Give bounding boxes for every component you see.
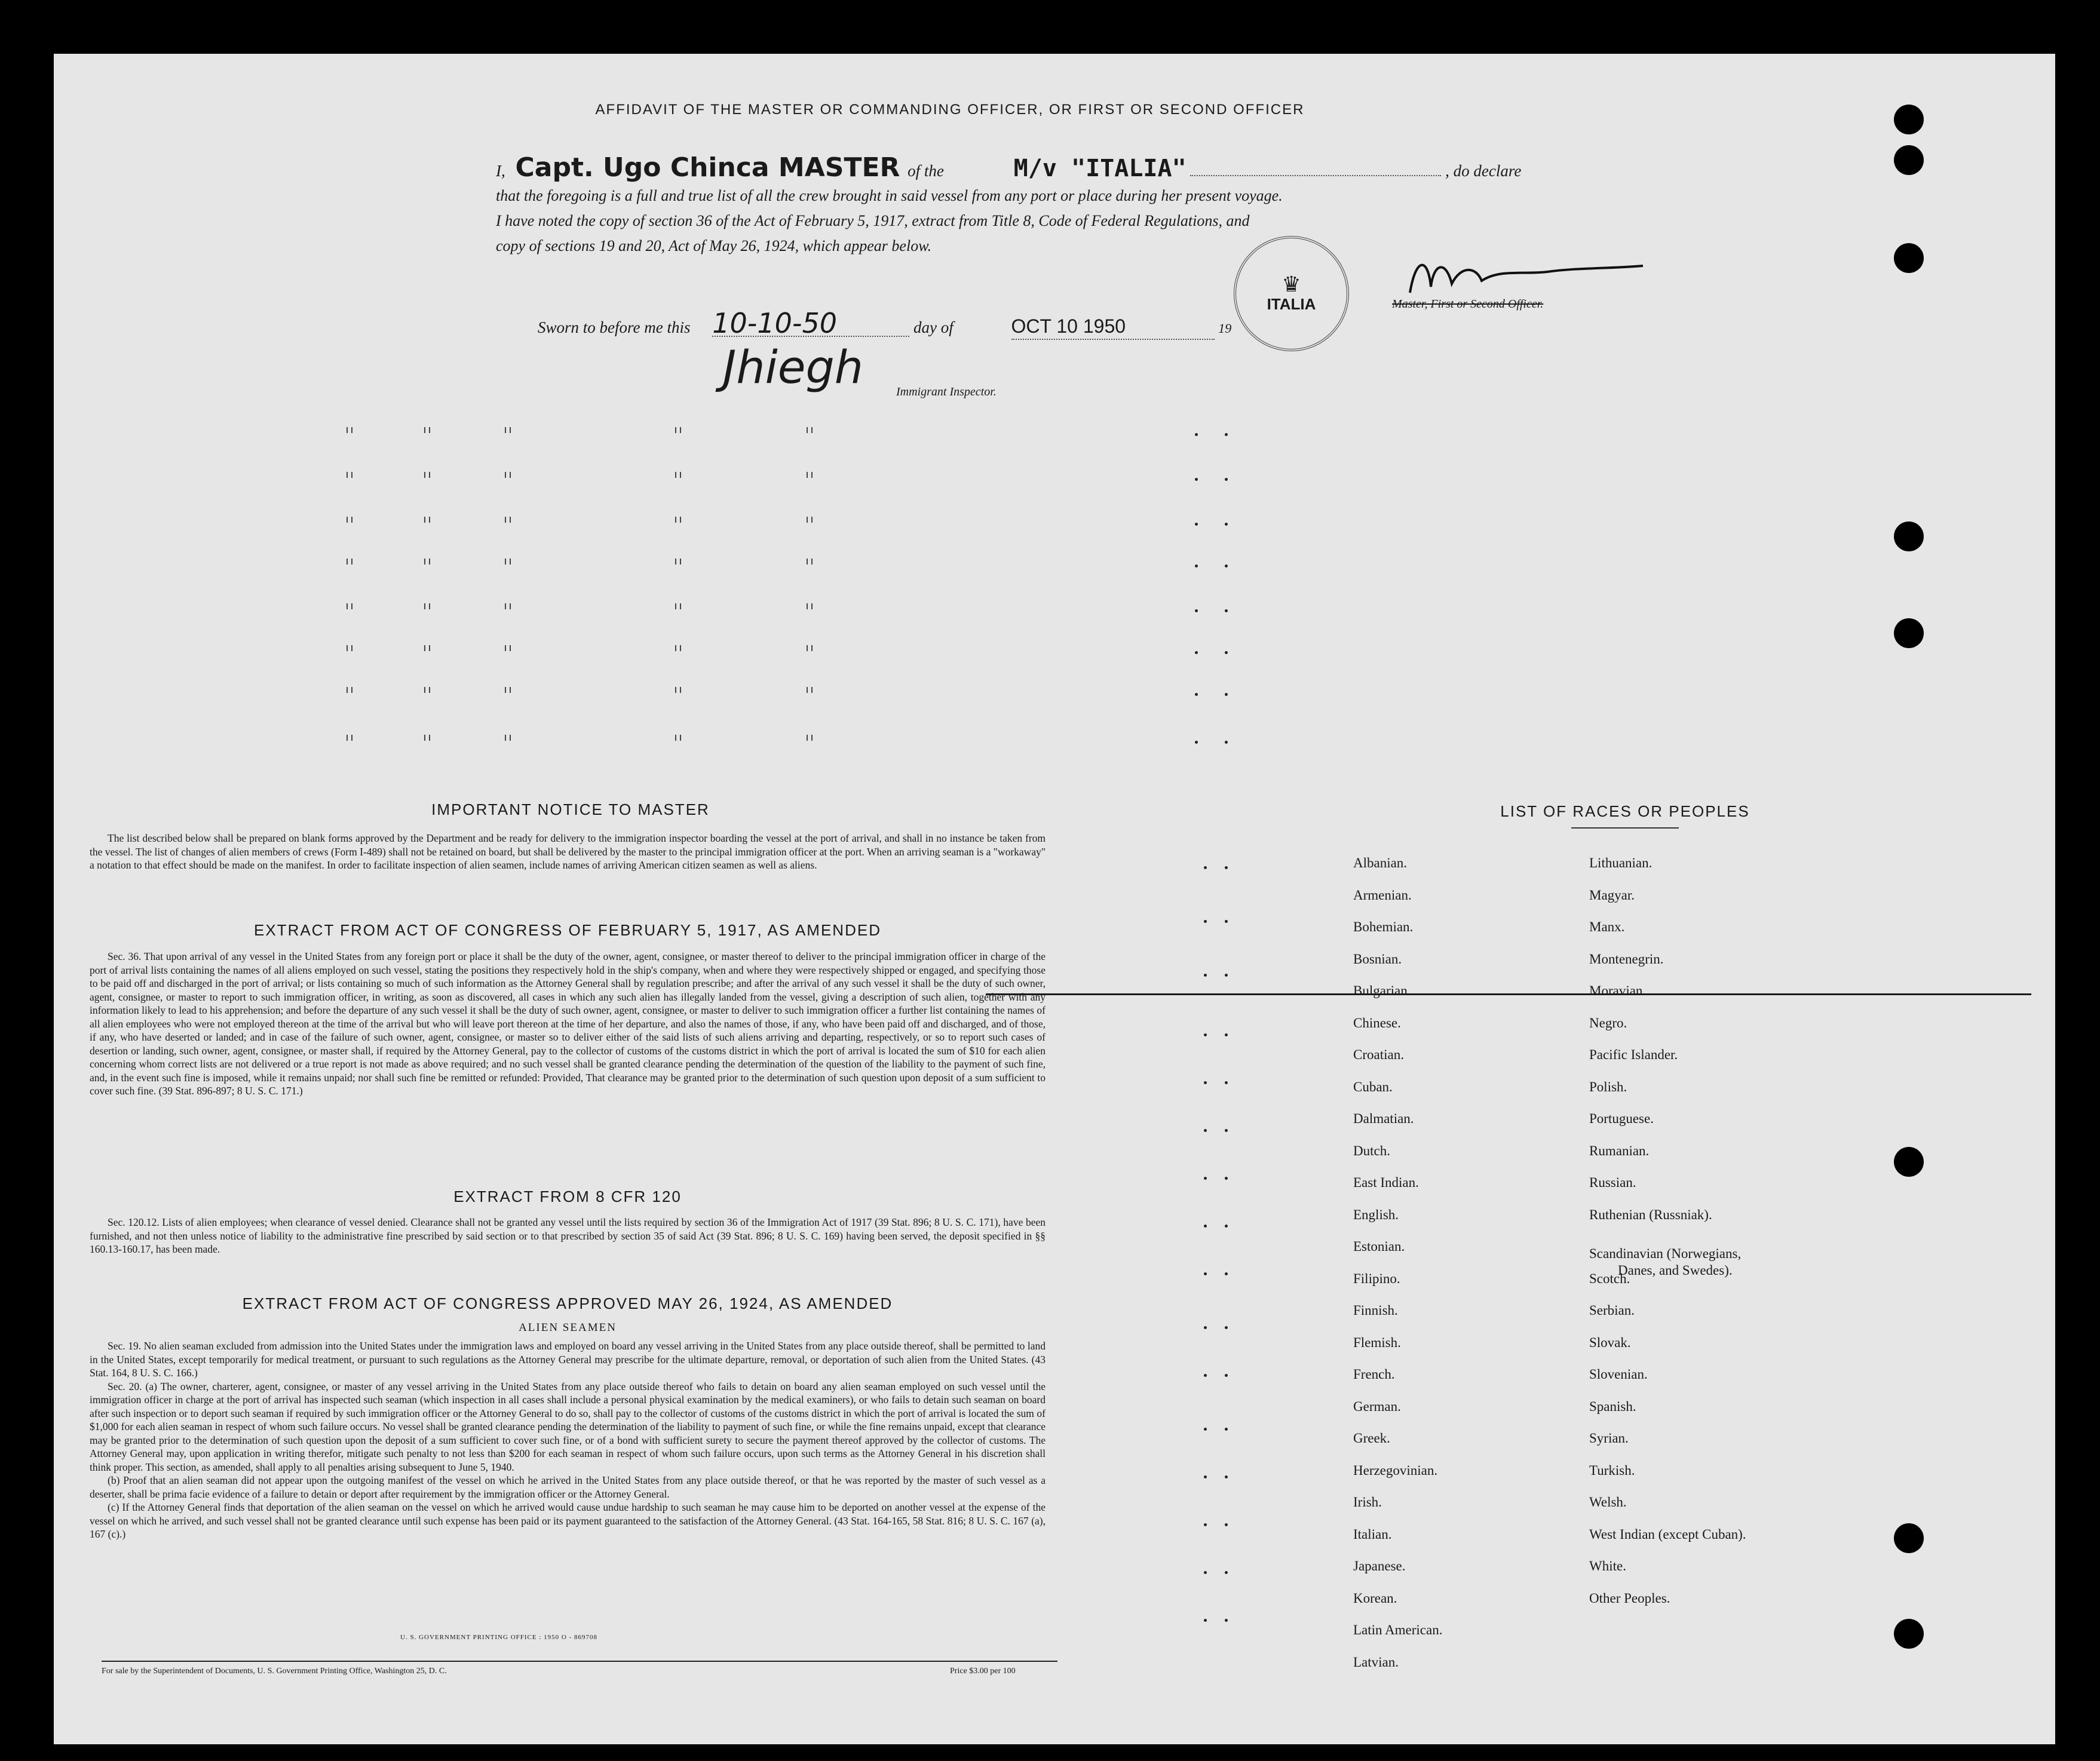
vessel-name: M/v "ITALIA" bbox=[1013, 155, 1187, 182]
ditto-mark bbox=[424, 517, 430, 523]
dot-mark bbox=[1195, 523, 1198, 526]
race-item: Chinese. bbox=[1353, 1015, 1401, 1030]
ditto-mark bbox=[347, 472, 352, 478]
punch-hole bbox=[1894, 1147, 1924, 1177]
extract-1924-heading: EXTRACT FROM ACT OF CONGRESS APPROVED MAY 26, 1924, AS AMENDED bbox=[242, 1294, 893, 1312]
dot-mark bbox=[1225, 564, 1228, 567]
dot-mark bbox=[1204, 1129, 1207, 1132]
race-item: Polish. bbox=[1589, 1079, 1627, 1094]
dot-mark bbox=[1225, 1272, 1228, 1275]
dot-mark bbox=[1204, 1225, 1207, 1228]
page-title: AFFIDAVIT OF THE MASTER OR COMMANDING OFFICER, OR FIRST OR SECOND OFFICER bbox=[595, 102, 1305, 118]
race-item: Syrian. bbox=[1589, 1431, 1629, 1446]
ditto-mark bbox=[505, 517, 511, 523]
declaration-line4: copy of sections 19 and 20, Act of May 26, 1924, which appear below. bbox=[496, 237, 932, 254]
dot-mark bbox=[1195, 609, 1198, 612]
dot-mark bbox=[1225, 1225, 1228, 1228]
race-item: East Indian. bbox=[1353, 1175, 1419, 1190]
race-item: German. bbox=[1353, 1398, 1401, 1414]
dot-mark bbox=[1204, 1428, 1207, 1431]
ditto-mark bbox=[675, 427, 681, 433]
punch-hole bbox=[1894, 521, 1924, 551]
race-item: Russian. bbox=[1589, 1175, 1636, 1190]
ditto-mark bbox=[807, 603, 813, 609]
ditto-mark bbox=[424, 559, 430, 564]
race-item: Scotch. bbox=[1589, 1271, 1630, 1286]
dot-mark bbox=[1225, 651, 1228, 654]
ditto-mark bbox=[807, 517, 813, 523]
ditto-mark bbox=[424, 687, 430, 693]
extract-1924-body bbox=[90, 1339, 1046, 1541]
dot-mark bbox=[1225, 1571, 1228, 1574]
dot-mark bbox=[1225, 1081, 1228, 1084]
ditto-mark bbox=[807, 687, 813, 693]
notice-body: The list described below shall be prepared on blank forms approved by the Department and be ready for delivery to the immigration inspector boarding the vessel at the port of arrival, and shall in no instance be taken from the vessel. The list of changes of alien members of crews (Form I-489) shall not be retained on board, but shall be delivered by the master to the principal immigration officer at the port. When an arriving seaman is a "workaway" a notation to that effect should be made on the manifest. In order to facilitate inspection of alien seamen, include names of arriving American citizen seamen as well as aliens. bbox=[90, 832, 1046, 871]
section-20b: (b) Proof that an alien seaman did not appear upon the outgoing manifest of the vessel on which he arrived in the United States from any place outside thereof, or that he was reported by the master of such vessel as a deserter, shall be prima facie evidence of a failure to detain or deport after requirement by the immigration officer or the Attorney General. bbox=[90, 1474, 1046, 1500]
race-item: Estonian. bbox=[1353, 1239, 1405, 1254]
dot-mark bbox=[1204, 1177, 1207, 1180]
race-item: Serbian. bbox=[1589, 1303, 1635, 1318]
ditto-mark bbox=[347, 687, 352, 693]
declaration-line3: I have noted the copy of section 36 of the Act of February 5, 1917, extract from Title 8, Code of Federal Regulations, and bbox=[496, 212, 1250, 229]
of-the-label: of the bbox=[908, 162, 944, 180]
ditto-mark bbox=[675, 559, 681, 564]
ditto-mark bbox=[424, 472, 430, 478]
punch-hole bbox=[1894, 1619, 1924, 1649]
race-item: Danes, and Swedes). bbox=[1618, 1263, 1733, 1278]
day-of-label: day of bbox=[913, 318, 954, 336]
race-item: French. bbox=[1353, 1367, 1395, 1382]
race-item: Flemish. bbox=[1353, 1334, 1401, 1350]
race-item: Italian. bbox=[1353, 1526, 1392, 1542]
race-item: Bosnian. bbox=[1353, 951, 1402, 967]
master-name: Capt. Ugo Chinca MASTER bbox=[515, 152, 900, 183]
section-19: Sec. 19. No alien seaman excluded from admission into the United States under the immigration laws and employed on board any vessel arriving in the United States from any place outside thereof, shall be permitted to land in the United States, except temporarily for medical treatment, or pursuant to such regulations as the Attorney General may prescribe for the ultimate departure, removal, or deportation of such alien from the United States. (43 Stat. 164, 8 U. S. C. 166.) bbox=[90, 1340, 1046, 1379]
dot-mark bbox=[1204, 1374, 1207, 1377]
dot-mark bbox=[1225, 974, 1228, 977]
dot-mark bbox=[1225, 1326, 1228, 1329]
race-item: Rumanian. bbox=[1589, 1143, 1650, 1158]
extract-1917-heading: EXTRACT FROM ACT OF CONGRESS OF FEBRUARY 5, 1917, AS AMENDED bbox=[254, 921, 881, 939]
races-heading-rule bbox=[1571, 827, 1679, 829]
race-item: Croatian. bbox=[1353, 1047, 1404, 1062]
dot-mark bbox=[1225, 1523, 1228, 1526]
race-item: Pacific Islander. bbox=[1589, 1047, 1678, 1062]
dot-mark bbox=[1225, 523, 1228, 526]
extract-cfr-heading: EXTRACT FROM 8 CFR 120 bbox=[453, 1188, 682, 1205]
dot-mark bbox=[1225, 1374, 1228, 1377]
dot-mark bbox=[1195, 693, 1198, 696]
race-item: Latvian. bbox=[1353, 1654, 1399, 1670]
sworn-line bbox=[538, 307, 1232, 341]
ship-stamp bbox=[1234, 236, 1349, 351]
race-item: Magyar. bbox=[1589, 887, 1635, 903]
alien-seamen-subheading: ALIEN SEAMEN bbox=[519, 1321, 617, 1334]
footer-price: Price $3.00 per 100 bbox=[950, 1667, 1016, 1676]
dot-mark bbox=[1225, 866, 1228, 869]
stamp-text: ITALIA bbox=[1267, 295, 1316, 313]
dot-mark bbox=[1225, 609, 1228, 612]
notice-heading: IMPORTANT NOTICE TO MASTER bbox=[431, 800, 710, 818]
ditto-mark bbox=[505, 472, 511, 478]
dot-mark bbox=[1195, 478, 1198, 481]
race-item: Slovenian. bbox=[1589, 1367, 1648, 1382]
section-20c: (c) If the Attorney General finds that deportation of the alien seaman on the vessel on which he arrived would cause undue hardship to such seaman he may cause him to be deported on another vessel at the expense of the vessel on which he arrived, and such vessel shall not be granted clearance until such expense has been paid or its payment guaranteed to the satisfaction of the Attorney General. (43 Stat. 164-165, 58 Stat. 816; 8 U. S. C. 167 (a), 167 (c).) bbox=[90, 1501, 1046, 1540]
ditto-mark bbox=[347, 735, 352, 741]
dot-mark bbox=[1204, 974, 1207, 977]
race-item: Latin American. bbox=[1353, 1622, 1443, 1637]
race-item: Welsh. bbox=[1589, 1495, 1627, 1510]
race-item: West Indian (except Cuban). bbox=[1589, 1526, 1746, 1542]
dot-mark bbox=[1225, 920, 1228, 923]
ditto-mark bbox=[505, 427, 511, 433]
dot-mark bbox=[1204, 1523, 1207, 1526]
ditto-mark bbox=[675, 472, 681, 478]
footer-sale: For sale by the Superintendent of Documents, U. S. Government Printing Office, Washington 25, D. C. bbox=[102, 1667, 447, 1676]
ditto-mark bbox=[675, 687, 681, 693]
dot-mark bbox=[1195, 741, 1198, 744]
race-item: Dalmatian. bbox=[1353, 1111, 1414, 1126]
race-item: Manx. bbox=[1589, 919, 1625, 934]
dot-mark bbox=[1225, 1428, 1228, 1431]
punch-hole bbox=[1894, 105, 1924, 134]
dot-mark bbox=[1225, 1129, 1228, 1132]
ditto-mark bbox=[675, 645, 681, 651]
race-item: Bohemian. bbox=[1353, 919, 1414, 934]
race-item: Slovak. bbox=[1589, 1334, 1631, 1350]
ditto-mark bbox=[347, 427, 352, 433]
ditto-mark bbox=[807, 427, 813, 433]
stamp-date: OCT 10 1950 bbox=[1011, 314, 1215, 340]
race-item: Filipino. bbox=[1353, 1271, 1400, 1286]
ditto-mark bbox=[675, 603, 681, 609]
dot-mark bbox=[1225, 1619, 1228, 1622]
ditto-mark bbox=[505, 735, 511, 741]
dot-mark bbox=[1225, 741, 1228, 744]
dot-mark bbox=[1225, 693, 1228, 696]
declaration-intro: I, bbox=[496, 162, 505, 180]
race-item: Turkish. bbox=[1589, 1462, 1635, 1478]
race-item: Dutch. bbox=[1353, 1143, 1390, 1158]
punch-hole bbox=[1894, 145, 1924, 175]
extract-1917-body: Sec. 36. That upon arrival of any vessel in the United States from any foreign port or place it shall be the duty of the owner, agent, consignee, or master thereof to deliver to the principal immigration officer in charge of the port of arrival lists containing the names of all aliens employed on such vessel, stating the positions they respectively hold in the ship's company, when and where they were respectively shipped or engaged, and specifying those to be paid off and discharged in the port of arrival; or lists containing so much of such information as the Attorney General shall by regulation prescribe; and after the arrival of any such vessel it shall be the duty of such owner, agent, consignee, or master to report to such immigration officer, in writing, as soon as discovered, all cases in which any such alien has illegally landed from the vessel, giving a description of such alien, together with any information likely to lead to his apprehension; and before the departure of any such vessel it shall be the duty of such owner, agent, consignee, or master to deliver to such immigration officer a further list containing the names of all alien employees who were not employed thereon at the time of the arrival but who will leave port thereon at the time of her departure, and also the names of those, if any, who have been paid off and discharged, and of those, if any, who have deserted or landed; and in case of the failure of such owner, agent, consignee, or master so to deliver either of the said lists of such aliens arriving and departing, respectively, or so to report such cases of desertion or landing, such owner, agent, consignee, or master shall, if required by the Attorney General, pay to the collector of customs of the customs district in which the port of arrival is located the sum of $10 for each alien concerning whom correct lists are not delivered or a true report is not made as above required; and no such vessel shall be granted clearance pending the determination of the question of the liability to the payment of such fine, and, in the event such fine is imposed, while it remains unpaid; nor shall such fine be remitted or refunded: Provided, That clearance may be granted prior to the determination of such question upon deposit of a sum sufficient to cover such fine. (39 Stat. 896-897; 8 U. S. C. 171.) bbox=[90, 950, 1046, 1097]
crown-icon: ♛ bbox=[1282, 272, 1301, 296]
sworn-date-handwritten: 10-10-50 bbox=[712, 311, 909, 337]
fold-line bbox=[986, 993, 2031, 995]
ditto-mark bbox=[505, 687, 511, 693]
dot-mark bbox=[1225, 1475, 1228, 1478]
dot-mark bbox=[1195, 433, 1198, 436]
section-20a: Sec. 20. (a) The owner, charterer, agent, consignee, or master of any vessel arriving in the United States from any place outside thereof who fails to detain on board any alien seaman employed on such vessel until the immigration officer in charge at the port of arrival has inspected such seaman (which inspection in all cases shall include a personal physical examination by the medical examiners), or who fails to detain such seaman on board after such inspection or to deport such seaman if required by such immigration officer or the Attorney General to do so, shall pay to the collector of customs of the customs district in which the port of arrival is located the sum of $1,000 for each alien seaman in respect of whom such failure occurs. No vessel shall be granted clearance pending the determination of the liability to payment of such fine, or while the fine remains unpaid, except that clearance may be granted prior to the determination of such question upon the deposit of a sum sufficient to cover such fine, or of a bond with sufficient surety to secure the payment thereof approved by the collector of customs. The Attorney General may, upon application in writing therefor, mitigate such penalty to not less than $200 for each seaman in respect of whom such failure occurs, upon such terms as the Attorney General in his discretion shall think proper. This section, as amended, shall apply to all penalties arising subsequent to June 5, 1940. bbox=[90, 1380, 1046, 1473]
dot-mark bbox=[1204, 1326, 1207, 1329]
ditto-mark bbox=[424, 427, 430, 433]
signature-caption: Master, First or Second Officer. bbox=[1392, 297, 1544, 311]
ditto-mark bbox=[675, 735, 681, 741]
ditto-mark bbox=[505, 645, 511, 651]
ditto-mark bbox=[807, 559, 813, 564]
ditto-mark bbox=[347, 517, 352, 523]
sworn-label: Sworn to before me this bbox=[538, 318, 691, 336]
ditto-mark bbox=[505, 559, 511, 564]
race-item: Lithuanian. bbox=[1589, 855, 1653, 870]
declaration-line2: that the foregoing is a full and true list of all the crew brought in said vessel from any port or place during her present voyage. bbox=[496, 187, 1283, 204]
master-signature bbox=[1404, 251, 1655, 299]
race-item: Greek. bbox=[1353, 1431, 1390, 1446]
dot-mark bbox=[1195, 564, 1198, 567]
year-suffix: 19 bbox=[1218, 321, 1232, 336]
dot-mark bbox=[1225, 478, 1228, 481]
race-item: Scandinavian (Norwegians, bbox=[1589, 1246, 1742, 1261]
race-item: Irish. bbox=[1353, 1495, 1382, 1510]
ditto-mark bbox=[505, 603, 511, 609]
race-item: Moravian. bbox=[1589, 983, 1647, 998]
dot-mark bbox=[1204, 1619, 1207, 1622]
footer-rule bbox=[102, 1661, 1057, 1662]
dot-mark bbox=[1204, 1033, 1207, 1036]
race-item: Finnish. bbox=[1353, 1303, 1398, 1318]
race-item: Other Peoples. bbox=[1589, 1590, 1670, 1606]
gpo-line: U. S. GOVERNMENT PRINTING OFFICE : 1950 O - 869708 bbox=[400, 1634, 598, 1641]
ditto-mark bbox=[347, 645, 352, 651]
dot-mark bbox=[1204, 1272, 1207, 1275]
race-item: Negro. bbox=[1589, 1015, 1627, 1030]
race-item: Cuban. bbox=[1353, 1079, 1393, 1094]
ditto-mark bbox=[347, 603, 352, 609]
race-item: English. bbox=[1353, 1207, 1399, 1222]
punch-hole bbox=[1894, 618, 1924, 648]
race-item: White. bbox=[1589, 1558, 1626, 1573]
dot-mark bbox=[1204, 1081, 1207, 1084]
ditto-mark bbox=[347, 559, 352, 564]
race-item: Japanese. bbox=[1353, 1558, 1406, 1573]
race-item: Korean. bbox=[1353, 1590, 1397, 1606]
ditto-mark bbox=[424, 645, 430, 651]
ditto-mark bbox=[807, 645, 813, 651]
race-item: Bulgarian. bbox=[1353, 983, 1411, 998]
extract-cfr-body: Sec. 120.12. Lists of alien employees; when clearance of vessel denied. Clearance shall not be granted any vessel until the lists required by section 36 of the Immigration Act of 1917 (39 Stat. 896; 8 U. S. C. 171), have been furnished, and not then unless notice of liability to the administrative fine prescribed by said section or to that prescribed by section 35 of said Act (39 Stat. 896; 8 U. S. C. 169) having been served, the deposit specified in §§ 160.13-160.17, has been made. bbox=[90, 1216, 1046, 1255]
ditto-mark bbox=[424, 735, 430, 741]
ditto-mark bbox=[424, 603, 430, 609]
race-item: Spanish. bbox=[1589, 1398, 1636, 1414]
race-item: Albanian. bbox=[1353, 855, 1408, 870]
dot-mark bbox=[1204, 866, 1207, 869]
dot-mark bbox=[1204, 1571, 1207, 1574]
race-item: Herzegovinian. bbox=[1353, 1462, 1438, 1478]
ditto-mark bbox=[675, 517, 681, 523]
race-item: Armenian. bbox=[1353, 887, 1412, 903]
dot-mark bbox=[1225, 433, 1228, 436]
dot-mark bbox=[1204, 1475, 1207, 1478]
races-heading: LIST OF RACES OR PEOPLES bbox=[1500, 802, 1750, 820]
race-item: Ruthenian (Russniak). bbox=[1589, 1207, 1712, 1222]
declaration bbox=[496, 152, 1739, 259]
dot-mark bbox=[1225, 1177, 1228, 1180]
do-declare-label: , do declare bbox=[1445, 162, 1522, 180]
underline-fill bbox=[1190, 175, 1441, 176]
punch-hole bbox=[1894, 243, 1924, 273]
race-item: Montenegrin. bbox=[1589, 951, 1664, 967]
inspector-signature: Jhiegh bbox=[723, 340, 863, 394]
dot-mark bbox=[1204, 920, 1207, 923]
ditto-mark bbox=[807, 472, 813, 478]
dot-mark bbox=[1195, 651, 1198, 654]
inspector-caption: Immigrant Inspector. bbox=[896, 385, 997, 398]
race-item: Portuguese. bbox=[1589, 1111, 1654, 1126]
ditto-mark bbox=[807, 735, 813, 741]
dot-mark bbox=[1225, 1033, 1228, 1036]
affidavit-sheet bbox=[54, 54, 2055, 1744]
punch-hole bbox=[1894, 1523, 1924, 1553]
